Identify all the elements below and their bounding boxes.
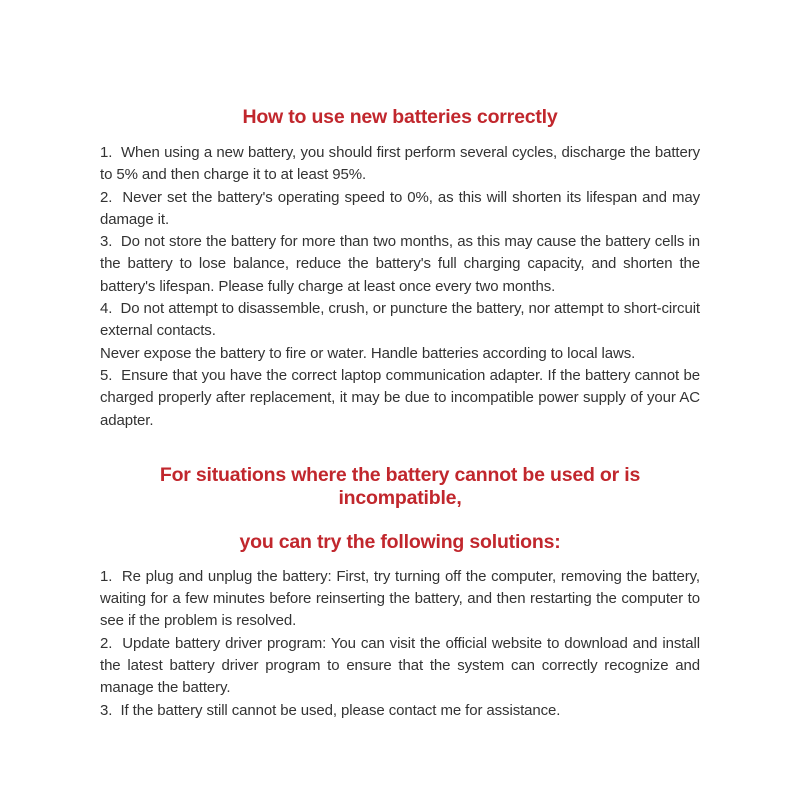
usage-item-2: 2. Never set the battery's operating speed to 0%, as this will shorten its lifespan and may damage it.: [100, 188, 700, 228]
section1-heading: How to use new batteries correctly: [242, 106, 558, 128]
usage-item-1: 1. When using a new battery, you should first perform several cycles, discharge the battery to 5% and then charge it to at least 95%.: [100, 144, 700, 184]
usage-note-fire-water: Never expose the battery to fire or water. Handle batteries according to local laws.: [100, 344, 636, 362]
solution-item-3: 3. If the battery still cannot be used, please contact me for assistance.: [100, 701, 561, 719]
usage-item-3: 3. Do not store the battery for more than two months, as this may cause the battery cells in the battery to lose balance, reduce the battery's full charging capacity, and shorten the battery's lifespan. Please fully charge at least once every two months.: [100, 233, 700, 295]
usage-item-4: 4. Do not attempt to disassemble, crush, or puncture the battery, nor attempt to short-circuit external contacts.: [100, 300, 700, 340]
battery-instruction-sheet: [100, 106, 700, 722]
solutions-list: [100, 566, 700, 722]
solution-item-1: 1. Re plug and unplug the battery: First, try turning off the computer, removing the battery, waiting for a few minutes before reinserting the battery, and then restarting the computer to see if the problem is resolved.: [100, 567, 700, 630]
usage-item-5: 5. Ensure that you have the correct laptop communication adapter. If the battery cannot be charged properly after replacement, it may be due to incompatible power supply of your AC adapter.: [100, 366, 700, 429]
solution-item-2: 2. Update battery driver program: You can visit the official website to download and install the latest battery driver program to ensure that the system can correctly recognize and manage the battery.: [100, 634, 700, 697]
usage-instructions-list: [100, 142, 700, 432]
section2-heading-line2: you can try the following solutions:: [239, 530, 561, 553]
section2-heading-line1: For situations where the battery cannot be used or is incompatible,: [159, 463, 641, 509]
